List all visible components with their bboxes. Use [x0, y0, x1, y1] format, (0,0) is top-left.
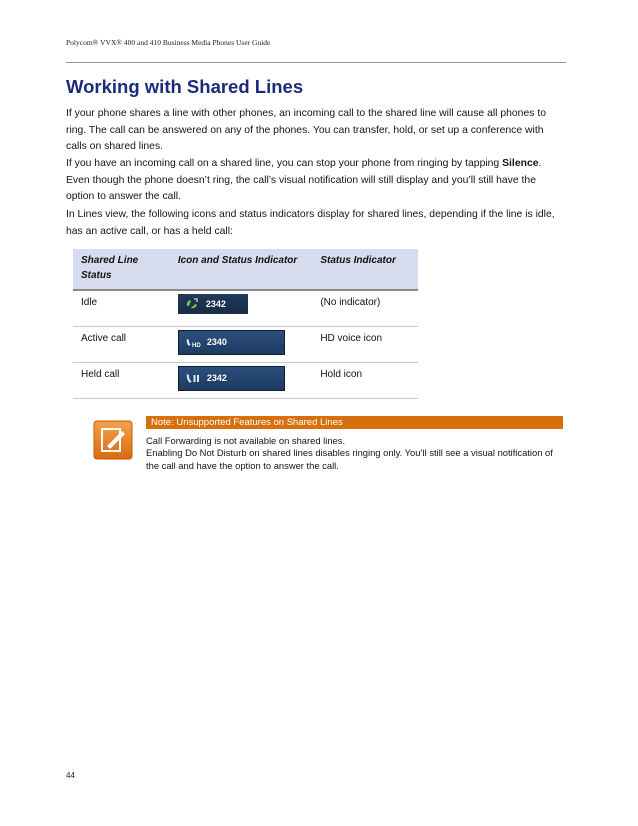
section-title: Working with Shared Lines	[66, 76, 304, 97]
table-cell-icon	[170, 326, 312, 362]
line-number: 2342	[205, 298, 226, 309]
table-header-row	[73, 249, 418, 290]
paragraph-silence	[66, 156, 564, 206]
page-number: 44	[66, 771, 75, 780]
table-row	[73, 290, 418, 326]
silence-keyword: Silence	[502, 158, 539, 169]
table-header-status: Shared Line Status	[73, 249, 170, 290]
note-callout	[93, 414, 565, 474]
table-cell-status: Idle	[73, 290, 170, 326]
table-cell-indicator: (No indicator)	[312, 290, 418, 326]
table-row	[73, 362, 418, 398]
note-title: Note: Unsupported Features on Shared Lines	[146, 416, 563, 429]
hold-icon	[185, 371, 201, 385]
line-number: 2342	[206, 372, 227, 383]
note-line-dnd: Enabling Do Not Disturb on shared lines disables ringing only. You’ll still see a visual notification of the call and have the option to answer the call.	[146, 447, 553, 471]
line-key-idle	[178, 294, 248, 314]
table-row	[73, 326, 418, 362]
paragraph-lines-view: In Lines view, the following icons and status indicators display for shared lines, depending if the line is idle, has an active call, or has a held call:	[66, 209, 555, 237]
paragraph-silence-text-2: . Even though the phone doesn’t ring, the call’s visual notification will still display and you’ll still have the option to answer the call.	[66, 158, 542, 202]
hd-voice-icon	[185, 335, 201, 349]
svg-text:HD: HD	[191, 343, 201, 349]
note-body	[146, 435, 561, 472]
line-key-held	[178, 366, 285, 391]
table-cell-indicator: HD voice icon	[312, 326, 418, 362]
paragraph-shared-lines-intro: If your phone shares a line with other phones, an incoming call to the shared line will cause all phones to ring. The call can be answered on any of the phones. You can transfer, hold, or set up a conference with calls on shared lines.	[66, 108, 546, 152]
paragraph-silence-text-1: If you have an incoming call on a shared line, you can stop your phone from ringing by tapping	[66, 158, 503, 169]
line-number: 2340	[206, 336, 227, 347]
note-pencil-icon	[93, 420, 133, 460]
running-header: Polycom® VVX® 400 and 410 Business Media Phones User Guide	[66, 38, 271, 47]
table-cell-indicator: Hold icon	[312, 362, 418, 398]
table-cell-icon	[170, 290, 312, 326]
table-cell-status: Held call	[73, 362, 170, 398]
note-line-call-forwarding: Call Forwarding is not available on shared lines.	[146, 435, 346, 446]
table-cell-status: Active call	[73, 326, 170, 362]
table-header-icon: Icon and Status Indicator	[170, 249, 312, 290]
line-key-active	[178, 330, 285, 355]
table-header-indicator: Status Indicator	[312, 249, 418, 290]
header-divider	[66, 62, 566, 63]
shared-line-idle-icon	[184, 297, 200, 311]
shared-line-status-table	[73, 249, 418, 399]
table-cell-icon	[170, 362, 312, 398]
